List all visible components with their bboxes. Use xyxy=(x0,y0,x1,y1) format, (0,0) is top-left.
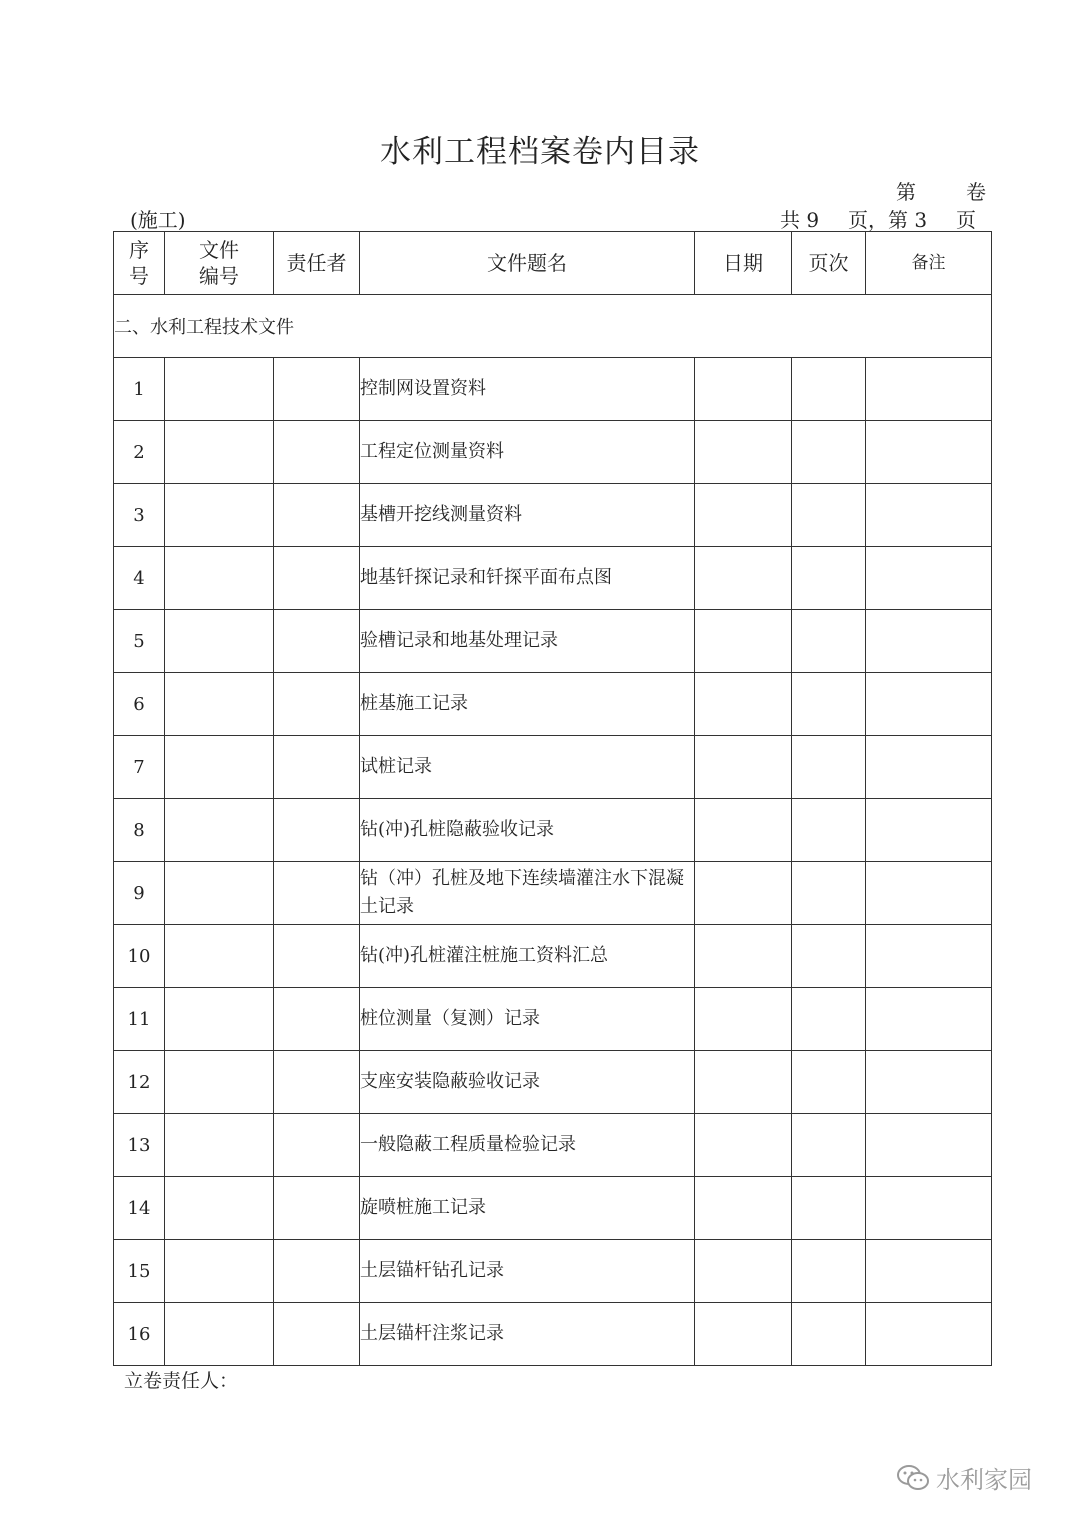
table-row xyxy=(114,988,992,1051)
row-remarks xyxy=(866,610,992,673)
row-date xyxy=(695,736,792,799)
table-row xyxy=(114,673,992,736)
row-responsible xyxy=(274,862,360,925)
row-date xyxy=(695,421,792,484)
row-file-title: 桩基施工记录 xyxy=(360,673,695,736)
header-file-title: 文件题名 xyxy=(360,232,695,295)
row-file-title: 支座安装隐蔽验收记录 xyxy=(360,1051,695,1114)
row-file-no xyxy=(165,1177,274,1240)
row-file-no xyxy=(165,547,274,610)
category-label: (施工) xyxy=(130,208,186,232)
row-date xyxy=(695,484,792,547)
row-date xyxy=(695,1240,792,1303)
row-file-no xyxy=(165,988,274,1051)
row-date xyxy=(695,547,792,610)
row-responsible xyxy=(274,1240,360,1303)
row-file-no xyxy=(165,358,274,421)
row-pages xyxy=(792,862,866,925)
footer-responsible-label: 立卷责任人： xyxy=(124,1370,239,1392)
row-date xyxy=(695,799,792,862)
row-remarks xyxy=(866,862,992,925)
row-number: 7 xyxy=(114,736,165,799)
header-pages: 页次 xyxy=(792,232,866,295)
header-date: 日期 xyxy=(695,232,792,295)
row-file-no xyxy=(165,673,274,736)
row-number: 14 xyxy=(114,1177,165,1240)
volume-label xyxy=(896,176,986,205)
row-date xyxy=(695,1114,792,1177)
row-responsible xyxy=(274,1051,360,1114)
section-title: 二、水利工程技术文件 xyxy=(114,295,992,358)
row-pages xyxy=(792,673,866,736)
row-responsible xyxy=(274,1114,360,1177)
header-remarks: 备注 xyxy=(866,232,992,295)
row-pages xyxy=(792,1051,866,1114)
section-row xyxy=(114,295,992,358)
row-pages xyxy=(792,1240,866,1303)
row-remarks xyxy=(866,1303,992,1366)
row-file-title: 试桩记录 xyxy=(360,736,695,799)
header-seq-line1: 序 xyxy=(129,238,149,262)
row-remarks xyxy=(866,1114,992,1177)
row-file-no xyxy=(165,421,274,484)
row-remarks xyxy=(866,799,992,862)
row-file-title: 工程定位测量资料 xyxy=(360,421,695,484)
row-file-title: 土层锚杆注浆记录 xyxy=(360,1303,695,1366)
row-remarks xyxy=(866,484,992,547)
row-remarks xyxy=(866,1240,992,1303)
row-number: 6 xyxy=(114,673,165,736)
row-number: 2 xyxy=(114,421,165,484)
header-seq xyxy=(114,232,165,295)
volume-suffix: 卷 xyxy=(966,180,986,204)
header-file-no xyxy=(165,232,274,295)
row-number: 3 xyxy=(114,484,165,547)
row-file-no xyxy=(165,610,274,673)
row-pages xyxy=(792,547,866,610)
row-file-no xyxy=(165,484,274,547)
header-file-no-line2: 编号 xyxy=(199,264,239,288)
row-date xyxy=(695,988,792,1051)
table-row xyxy=(114,799,992,862)
row-file-no xyxy=(165,1114,274,1177)
row-date xyxy=(695,610,792,673)
row-remarks xyxy=(866,1177,992,1240)
row-responsible xyxy=(274,1303,360,1366)
row-file-title: 钻（冲）孔桩及地下连续墙灌注水下混凝土记录 xyxy=(360,862,695,925)
row-date xyxy=(695,925,792,988)
row-pages xyxy=(792,1303,866,1366)
table-row xyxy=(114,610,992,673)
row-date xyxy=(695,1303,792,1366)
table-row xyxy=(114,736,992,799)
table-row xyxy=(114,484,992,547)
page-total-suffix: 页，第 3 xyxy=(848,208,928,232)
row-date xyxy=(695,673,792,736)
row-file-no xyxy=(165,1051,274,1114)
row-file-title: 验槽记录和地基处理记录 xyxy=(360,610,695,673)
row-number: 10 xyxy=(114,925,165,988)
row-number: 15 xyxy=(114,1240,165,1303)
row-file-title: 桩位测量（复测）记录 xyxy=(360,988,695,1051)
row-responsible xyxy=(274,484,360,547)
document-title: 水利工程档案卷内目录 xyxy=(380,134,700,170)
row-number: 4 xyxy=(114,547,165,610)
row-date xyxy=(695,1051,792,1114)
row-number: 9 xyxy=(114,862,165,925)
row-file-title: 钻(冲)孔桩隐蔽验收记录 xyxy=(360,799,695,862)
table-row xyxy=(114,1240,992,1303)
row-pages xyxy=(792,610,866,673)
row-file-no xyxy=(165,925,274,988)
row-remarks xyxy=(866,673,992,736)
watermark xyxy=(896,1460,1032,1495)
header-file-no-line1: 文件 xyxy=(199,238,239,262)
row-remarks xyxy=(866,1051,992,1114)
row-responsible xyxy=(274,421,360,484)
row-number: 8 xyxy=(114,799,165,862)
watermark-text: 水利家园 xyxy=(936,1466,1032,1494)
row-date xyxy=(695,358,792,421)
table-header-row xyxy=(114,232,992,295)
row-responsible xyxy=(274,736,360,799)
row-pages xyxy=(792,484,866,547)
table-row xyxy=(114,925,992,988)
row-file-title: 控制网设置资料 xyxy=(360,358,695,421)
row-date xyxy=(695,862,792,925)
row-pages xyxy=(792,358,866,421)
row-remarks xyxy=(866,736,992,799)
row-remarks xyxy=(866,925,992,988)
row-responsible xyxy=(274,358,360,421)
row-pages xyxy=(792,799,866,862)
header-seq-line2: 号 xyxy=(129,264,149,288)
row-pages xyxy=(792,736,866,799)
row-remarks xyxy=(866,421,992,484)
table-row xyxy=(114,358,992,421)
table-row xyxy=(114,1051,992,1114)
row-pages xyxy=(792,1177,866,1240)
table-row xyxy=(114,1303,992,1366)
row-responsible xyxy=(274,673,360,736)
row-remarks xyxy=(866,358,992,421)
row-file-title: 土层锚杆钻孔记录 xyxy=(360,1240,695,1303)
volume-prefix: 第 xyxy=(896,180,916,204)
row-number: 12 xyxy=(114,1051,165,1114)
row-number: 11 xyxy=(114,988,165,1051)
row-responsible xyxy=(274,988,360,1051)
row-file-no xyxy=(165,736,274,799)
row-pages xyxy=(792,1114,866,1177)
row-pages xyxy=(792,988,866,1051)
row-number: 16 xyxy=(114,1303,165,1366)
row-file-title: 地基钎探记录和钎探平面布点图 xyxy=(360,547,695,610)
table-row xyxy=(114,1177,992,1240)
row-remarks xyxy=(866,988,992,1051)
row-responsible xyxy=(274,610,360,673)
row-responsible xyxy=(274,799,360,862)
row-responsible xyxy=(274,925,360,988)
row-responsible xyxy=(274,1177,360,1240)
wechat-icon xyxy=(896,1464,930,1492)
row-number: 13 xyxy=(114,1114,165,1177)
row-file-title: 旋喷桩施工记录 xyxy=(360,1177,695,1240)
toc-table xyxy=(113,231,992,1366)
page-total-prefix: 共 9 xyxy=(780,208,820,232)
header-responsible: 责任者 xyxy=(274,232,360,295)
row-file-no xyxy=(165,799,274,862)
table-row xyxy=(114,421,992,484)
row-pages xyxy=(792,925,866,988)
row-pages xyxy=(792,421,866,484)
page-info xyxy=(780,204,976,233)
row-date xyxy=(695,1177,792,1240)
row-remarks xyxy=(866,547,992,610)
table-row xyxy=(114,547,992,610)
table-row xyxy=(114,1114,992,1177)
row-file-no xyxy=(165,1303,274,1366)
row-file-title: 一般隐蔽工程质量检验记录 xyxy=(360,1114,695,1177)
row-file-no xyxy=(165,1240,274,1303)
row-number: 1 xyxy=(114,358,165,421)
row-file-title: 钻(冲)孔桩灌注桩施工资料汇总 xyxy=(360,925,695,988)
row-file-no xyxy=(165,862,274,925)
row-file-title: 基槽开挖线测量资料 xyxy=(360,484,695,547)
row-responsible xyxy=(274,547,360,610)
page-suffix: 页 xyxy=(956,208,976,232)
row-number: 5 xyxy=(114,610,165,673)
table-row xyxy=(114,862,992,925)
